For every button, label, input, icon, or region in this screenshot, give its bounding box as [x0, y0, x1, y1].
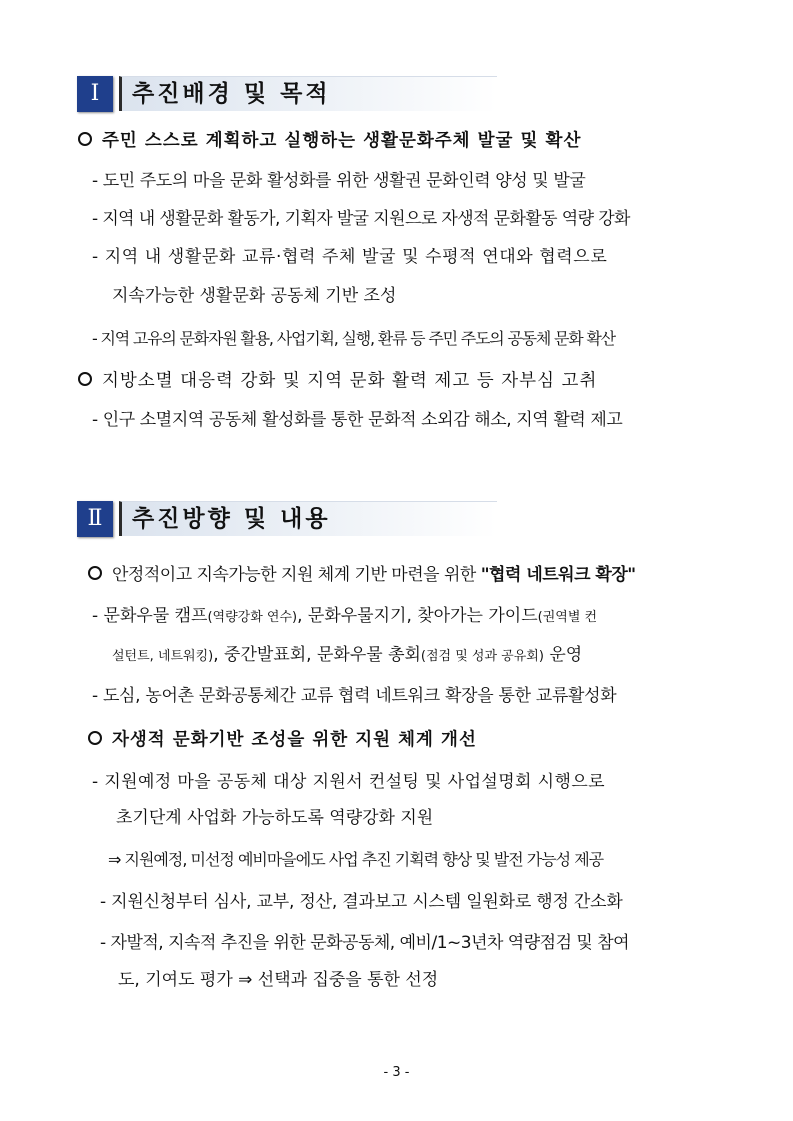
text: , 문화우물지기, 찾아가는 가이드 — [297, 606, 538, 626]
text-small: (점검 및 성과 공유회) — [420, 649, 544, 664]
bullet-text: 주민 스스로 계획하고 실행하는 생활문화주체 발굴 및 확산 — [102, 131, 582, 151]
text: 운영 — [543, 645, 583, 665]
list-item: - 지역 내 생활문화 활동가, 기획자 발굴 지원으로 자생적 문화활동 역량 강화 — [92, 209, 630, 229]
list-item: ⇒ 지원예정, 미선정 예비마을에도 사업 추진 기획력 향상 및 발전 가능성 제공 — [108, 850, 604, 869]
list-item — [92, 604, 597, 630]
list-item: - 도심, 농어촌 문화공통체간 교류 협력 네트워크 확장을 통한 교류활성화 — [92, 686, 617, 706]
text: - 문화우물 캠프 — [92, 606, 208, 626]
list-item: 초기단계 사업화 가능하도록 역량강화 지원 — [116, 808, 434, 828]
bullet-text: 지방소멸 대응력 강화 및 지역 문화 활력 제고 등 자부심 고취 — [102, 371, 598, 391]
circle-bullet-icon — [78, 132, 92, 146]
bullet-text: 자생적 문화기반 조성을 위한 지원 체계 개선 — [112, 730, 477, 750]
list-item: - 인구 소멸지역 공동체 활성화를 통한 문화적 소외감 해소, 지역 활력 제고 — [92, 410, 623, 430]
section-1-bullet-2 — [78, 369, 597, 393]
bullet-emphasis: "협력 네트워크 확장" — [480, 565, 636, 585]
list-item: - 지원예정 마을 공동체 대상 지원서 컨설팅 및 사업설명회 시행으로 — [92, 772, 605, 792]
circle-bullet-icon — [88, 731, 102, 745]
section-1-number: Ⅰ — [77, 76, 113, 112]
text: , 중간발표회, 문화우물 총회 — [213, 645, 421, 665]
bullet-text: 안정적이고 지속가능한 지원 체계 기반 마련을 위한 — [112, 565, 481, 585]
list-item: - 도민 주도의 마을 문화 활성화를 위한 생활권 문화인력 양성 및 발굴 — [92, 171, 586, 191]
list-item: - 지원신청부터 심사, 교부, 정산, 결과보고 시스템 일원화로 행정 간소화 — [100, 892, 623, 912]
section-2-title: 추진방향 및 내용 — [119, 501, 497, 536]
list-item: 도, 기여도 평가 ⇒ 선택과 집중을 통한 선정 — [118, 970, 439, 990]
page-number: - 3 - — [383, 1065, 410, 1080]
text-small: (역량강화 연수) — [207, 610, 298, 625]
section-2-bullet-1 — [88, 563, 636, 587]
circle-bullet-icon — [88, 566, 102, 580]
section-2-number: Ⅱ — [77, 501, 113, 537]
text-small: 설턴트, 네트워킹) — [112, 649, 214, 664]
section-2-bullet-2 — [88, 728, 477, 752]
list-item: - 자발적, 지속적 추진을 위한 문화공동체, 예비/1~3년차 역량점검 및 참여 — [100, 933, 630, 953]
section-1-title: 추진배경 및 목적 — [119, 76, 497, 111]
circle-bullet-icon — [78, 372, 92, 386]
list-item — [112, 643, 582, 669]
text-small: (권역별 컨 — [537, 610, 598, 625]
list-item: - 지역 고유의 문화자원 활용, 사업기획, 실행, 환류 등 주민 주도의 공동체 문화 확산 — [92, 329, 615, 348]
section-1-bullet-1 — [78, 129, 581, 153]
section-2-header — [77, 501, 497, 537]
list-item: 지속가능한 생활문화 공동체 기반 조성 — [112, 286, 397, 306]
list-item: - 지역 내 생활문화 교류·협력 주체 발굴 및 수평적 연대와 협력으로 — [92, 247, 608, 267]
section-1-header — [77, 76, 497, 112]
